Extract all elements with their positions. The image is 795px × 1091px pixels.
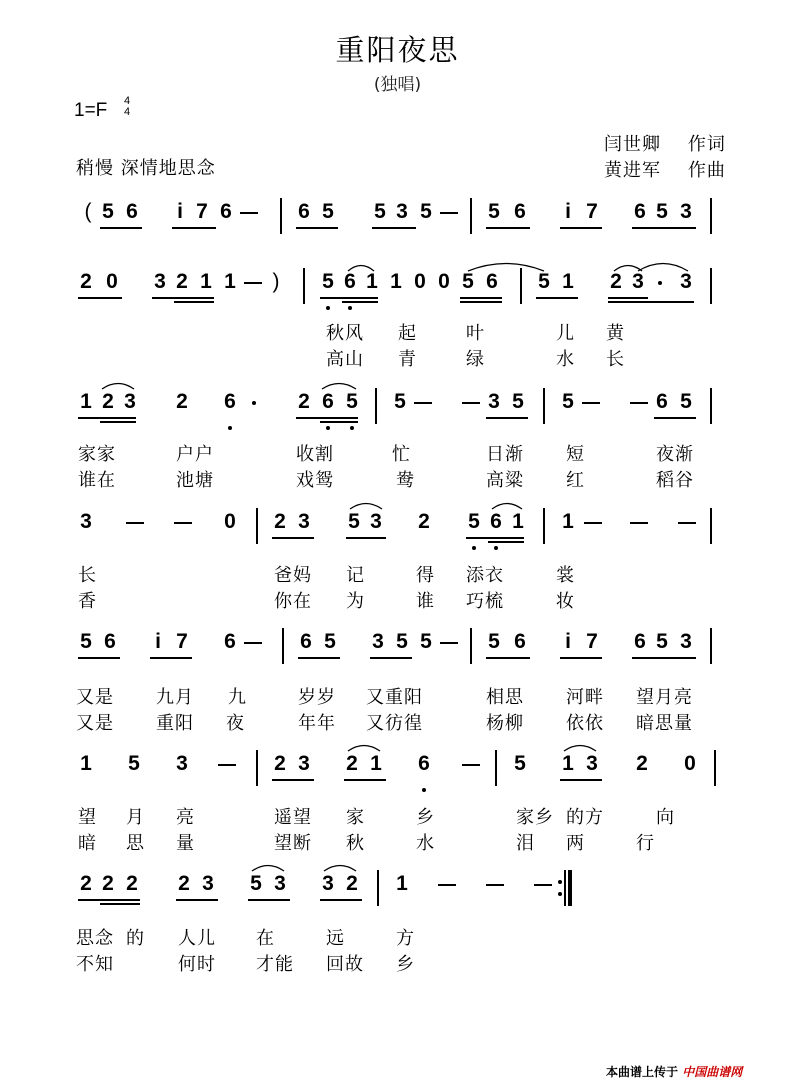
lyric-l6b-4: 望断 (274, 833, 312, 854)
staff-line-1: ( 5 6 i 7 6 6 5 5 3 5 5 6 i 7 6 5 3 (0, 190, 795, 280)
lyric-l7a-2: 的 (126, 928, 145, 949)
tempo-marking: 稍慢 深情地思念 (76, 158, 216, 179)
lyric-l6a-3: 亮 (176, 807, 195, 828)
lyric-l6b-8: 两 (566, 833, 585, 854)
lyric-l3a-7: 夜渐 (656, 444, 694, 465)
lyric-l4a-5: 添衣 (466, 565, 504, 586)
lyric-l3a-5: 日渐 (486, 444, 524, 465)
lyric-l2a-5: 黄 (606, 323, 625, 344)
lyric-l4a-2: 爸妈 (274, 565, 312, 586)
lyric-l6a-4: 遥望 (274, 807, 312, 828)
site-logo[interactable]: 中国曲谱网 (682, 1065, 743, 1079)
lyric-l3a-6: 短 (566, 444, 585, 465)
lyric-l5b-4: 年年 (298, 713, 336, 734)
lyric-l3a-1: 家家 (78, 444, 116, 465)
lyric-l4b-5: 巧梳 (466, 591, 504, 612)
lyric-l2b-2: 青 (398, 349, 417, 370)
time-signature: 4 4 (123, 95, 131, 118)
lyric-l2b-4: 水 (556, 349, 575, 370)
lyric-l7b-5: 乡 (396, 954, 415, 975)
lyric-l6b-6: 水 (416, 833, 435, 854)
lyric-l3b-3: 戏鸳 (296, 470, 334, 491)
composer: 黄进军 作曲 (604, 160, 726, 181)
lyric-l5b-7: 依依 (566, 713, 604, 734)
lyric-l6a-9: 向 (656, 807, 675, 828)
lyric-l4b-2: 你在 (274, 591, 312, 612)
staff-line-5: 5 6 i 7 6 6 5 3 5 5 5 6 i 7 6 5 3 (0, 620, 795, 710)
lyric-l7b-2: 何时 (178, 954, 216, 975)
lyric-l5b-6: 杨柳 (486, 713, 524, 734)
footer-upload-note: 本曲谱上传于 中国曲谱网 (606, 1065, 743, 1079)
lyric-l2a-2: 起 (398, 323, 417, 344)
lyric-l3a-3: 收割 (296, 444, 334, 465)
lyric-l3b-2: 池塘 (176, 470, 214, 491)
lyric-l2b-1: 高山 (326, 349, 364, 370)
lyric-l6b-2: 思 (126, 833, 145, 854)
lyric-l4a-4: 得 (416, 565, 435, 586)
lyric-l3a-2: 户户 (176, 444, 214, 465)
lyric-l6b-3: 量 (176, 833, 195, 854)
lyric-l4a-3: 记 (346, 565, 365, 586)
song-title: 重阳夜思 (335, 33, 460, 67)
lyric-l7a-3: 人儿 (178, 928, 216, 949)
lyric-l2a-4: 儿 (556, 323, 575, 344)
staff-line-7: 2 2 2 2 3 5 3 3 2 1 (0, 862, 795, 952)
lyric-l7b-4: 回故 (326, 954, 364, 975)
lyric-l6a-6: 乡 (416, 807, 435, 828)
lyric-l2a-1: 秋风 (326, 323, 364, 344)
lyric-l4a-1: 长 (78, 565, 97, 586)
lyric-l5b-1: 又是 (76, 713, 114, 734)
lyric-l6a-8: 的方 (566, 807, 604, 828)
lyric-l7a-6: 方 (396, 928, 415, 949)
song-subtitle: (独唱) (373, 75, 422, 95)
lyric-l7b-1: 不知 (76, 954, 114, 975)
lyric-l5a-6: 相思 (486, 687, 524, 708)
lyric-l4b-3: 为 (346, 591, 365, 612)
lyric-l7b-3: 才能 (256, 954, 294, 975)
staff-line-3: 1 2 3 2 6 2 6 5 5 3 5 5 6 5 (0, 380, 795, 470)
lyric-l5a-7: 河畔 (566, 687, 604, 708)
lyric-l5b-2: 重阳 (156, 713, 194, 734)
lyric-l2b-5: 长 (606, 349, 625, 370)
lyric-l6a-1: 望 (78, 807, 97, 828)
lyric-l6a-7: 家乡 (516, 807, 554, 828)
lyric-l5a-2: 九月 (156, 687, 194, 708)
lyric-l3b-1: 谁在 (78, 470, 116, 491)
lyric-l6b-9: 行 (636, 833, 655, 854)
lyric-l5a-1: 又是 (76, 687, 114, 708)
lyric-l5b-3: 夜 (226, 713, 245, 734)
staff-line-4: 3 0 2 3 5 3 2 5 6 1 1 (0, 500, 795, 590)
lyric-l4b-1: 香 (78, 591, 97, 612)
key-signature: 1=F (74, 100, 108, 121)
lyric-l6b-1: 暗 (78, 833, 97, 854)
lyric-l4b-4: 谁 (416, 591, 435, 612)
lyric-line-7b-clipped (70, 948, 430, 975)
lyric-l3a-4: 忙 (392, 444, 411, 465)
lyric-l5b-5: 又彷徨 (366, 713, 423, 734)
lyric-l3b-7: 稻谷 (656, 470, 694, 491)
lyric-l7a-4: 在 (256, 928, 275, 949)
lyric-l3b-4: 鸯 (396, 470, 415, 491)
lyric-l6b-5: 秋 (346, 833, 365, 854)
lyric-l6a-5: 家 (346, 807, 365, 828)
lyric-l5a-8: 望月亮 (636, 687, 693, 708)
lyric-l4a-6: 裳 (556, 565, 575, 586)
staff-line-2: 2 0 3 2 1 1 ) 5 6 1 1 0 0 5 6 5 1 2 3 3 (0, 260, 795, 350)
lyric-l5a-5: 又重阳 (366, 687, 423, 708)
lyric-l2b-3: 绿 (466, 349, 485, 370)
lyric-l2a-3: 叶 (466, 323, 485, 344)
lyric-l5b-8: 暗思量 (636, 713, 693, 734)
lyric-l7a-5: 远 (326, 928, 345, 949)
lyric-l5a-3: 九 (228, 687, 247, 708)
lyricist: 闫世卿 作词 (604, 134, 726, 155)
lyric-l3b-5: 高粱 (486, 470, 524, 491)
lyric-l6a-2: 月 (126, 807, 145, 828)
lyric-l3b-6: 红 (566, 470, 585, 491)
lyric-l6b-7: 泪 (516, 833, 535, 854)
lyric-l4b-6: 妆 (556, 591, 575, 612)
lyric-l5a-4: 岁岁 (298, 687, 336, 708)
staff-line-6: 1 5 3 2 3 2 1 6 5 1 3 2 0 (0, 742, 795, 832)
lyric-l7a-1: 思念 (76, 928, 114, 949)
